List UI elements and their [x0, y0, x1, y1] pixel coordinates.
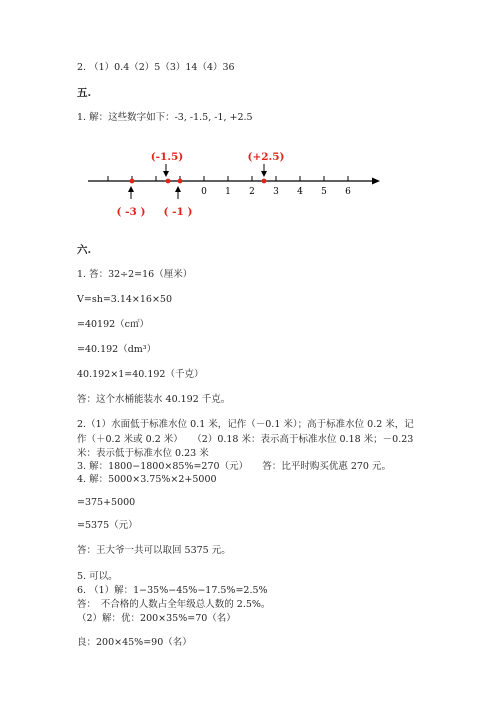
answer-line: 2. （1）0.4（2）5（3）14（4）36	[77, 62, 235, 73]
answer-line: 作（＋0.2 米或 0.2 米） （2）0.18 米：表示高于标准水位 0.18 米；－0.23	[77, 434, 414, 445]
point-neg-one	[178, 179, 183, 184]
answer-line: 3. 解：1800−1800×85%=270（元） 答：比平时购买优惠 270 元。	[77, 461, 391, 472]
tick-label: 0	[201, 187, 207, 197]
answer-line: （2）解：优：200×35%=70（名）	[77, 613, 236, 624]
tick-label: 4	[297, 187, 303, 197]
tick-label: 5	[321, 187, 327, 197]
answer-line: 良：200×45%=90（名）	[77, 637, 192, 648]
point-pos-two-point-five	[262, 179, 267, 184]
section-heading: 六.	[77, 244, 92, 256]
answer-line: 6. （1）解：1−35%−45%−17.5%=2.5%	[77, 585, 268, 596]
answer-line: =40192（c㎡）	[77, 319, 150, 330]
answer-line: =5375（元）	[77, 520, 138, 531]
answer-line: V=sh=3.14×16×50	[77, 294, 173, 305]
number-line-diagram	[0, 140, 500, 230]
point-neg-one-point-five	[166, 179, 171, 184]
answer-line: 2.（1）水面低于标准水位 0.1 米，记作（－0.1 米）；高于标准水位 0.2 米，记	[77, 419, 414, 430]
arrowhead-icon	[372, 178, 380, 185]
answer-line: 答： 不合格的人数占全年级总人数的 2.5%。	[77, 599, 271, 610]
tick-label: 2	[249, 187, 255, 197]
down-arrow-icon	[261, 171, 267, 177]
label-neg-three: ( -3 )	[116, 206, 146, 218]
down-arrow-icon	[163, 171, 169, 177]
answer-line: 米：表示低于标准水位 0.23 米	[77, 448, 209, 459]
answer-line: 1. 解：这些数字如下：-3, -1.5, -1, +2.5	[77, 112, 253, 123]
answer-line: 1. 答：32÷2=16（厘米）	[77, 269, 193, 280]
tick-label: 1	[225, 187, 231, 197]
answer-line: =40.192（dm³）	[77, 344, 157, 355]
point-neg-three	[130, 179, 135, 184]
answer-line: =375+5000	[77, 497, 136, 508]
tick-label: 3	[273, 187, 279, 197]
up-arrow-icon	[128, 186, 134, 192]
label-neg-one: ( -1 )	[163, 206, 193, 218]
label-pos-two-point-five: (+2.5)	[247, 151, 285, 163]
tick-label: 6	[345, 187, 351, 197]
label-neg-one-point-five: (-1.5)	[150, 151, 184, 163]
answer-line: 答：王大爷一共可以取回 5375 元。	[77, 545, 231, 556]
section-heading: 五.	[77, 87, 92, 99]
answer-line: 40.192×1=40.192（千克）	[77, 369, 204, 380]
answer-line: 5. 可以。	[77, 571, 118, 582]
answer-line: 4. 解：5000×3.75%×2+5000	[77, 474, 217, 485]
up-arrow-icon	[175, 186, 181, 192]
answer-line: 答：这个水桶能装水 40.192 千克。	[77, 394, 231, 405]
